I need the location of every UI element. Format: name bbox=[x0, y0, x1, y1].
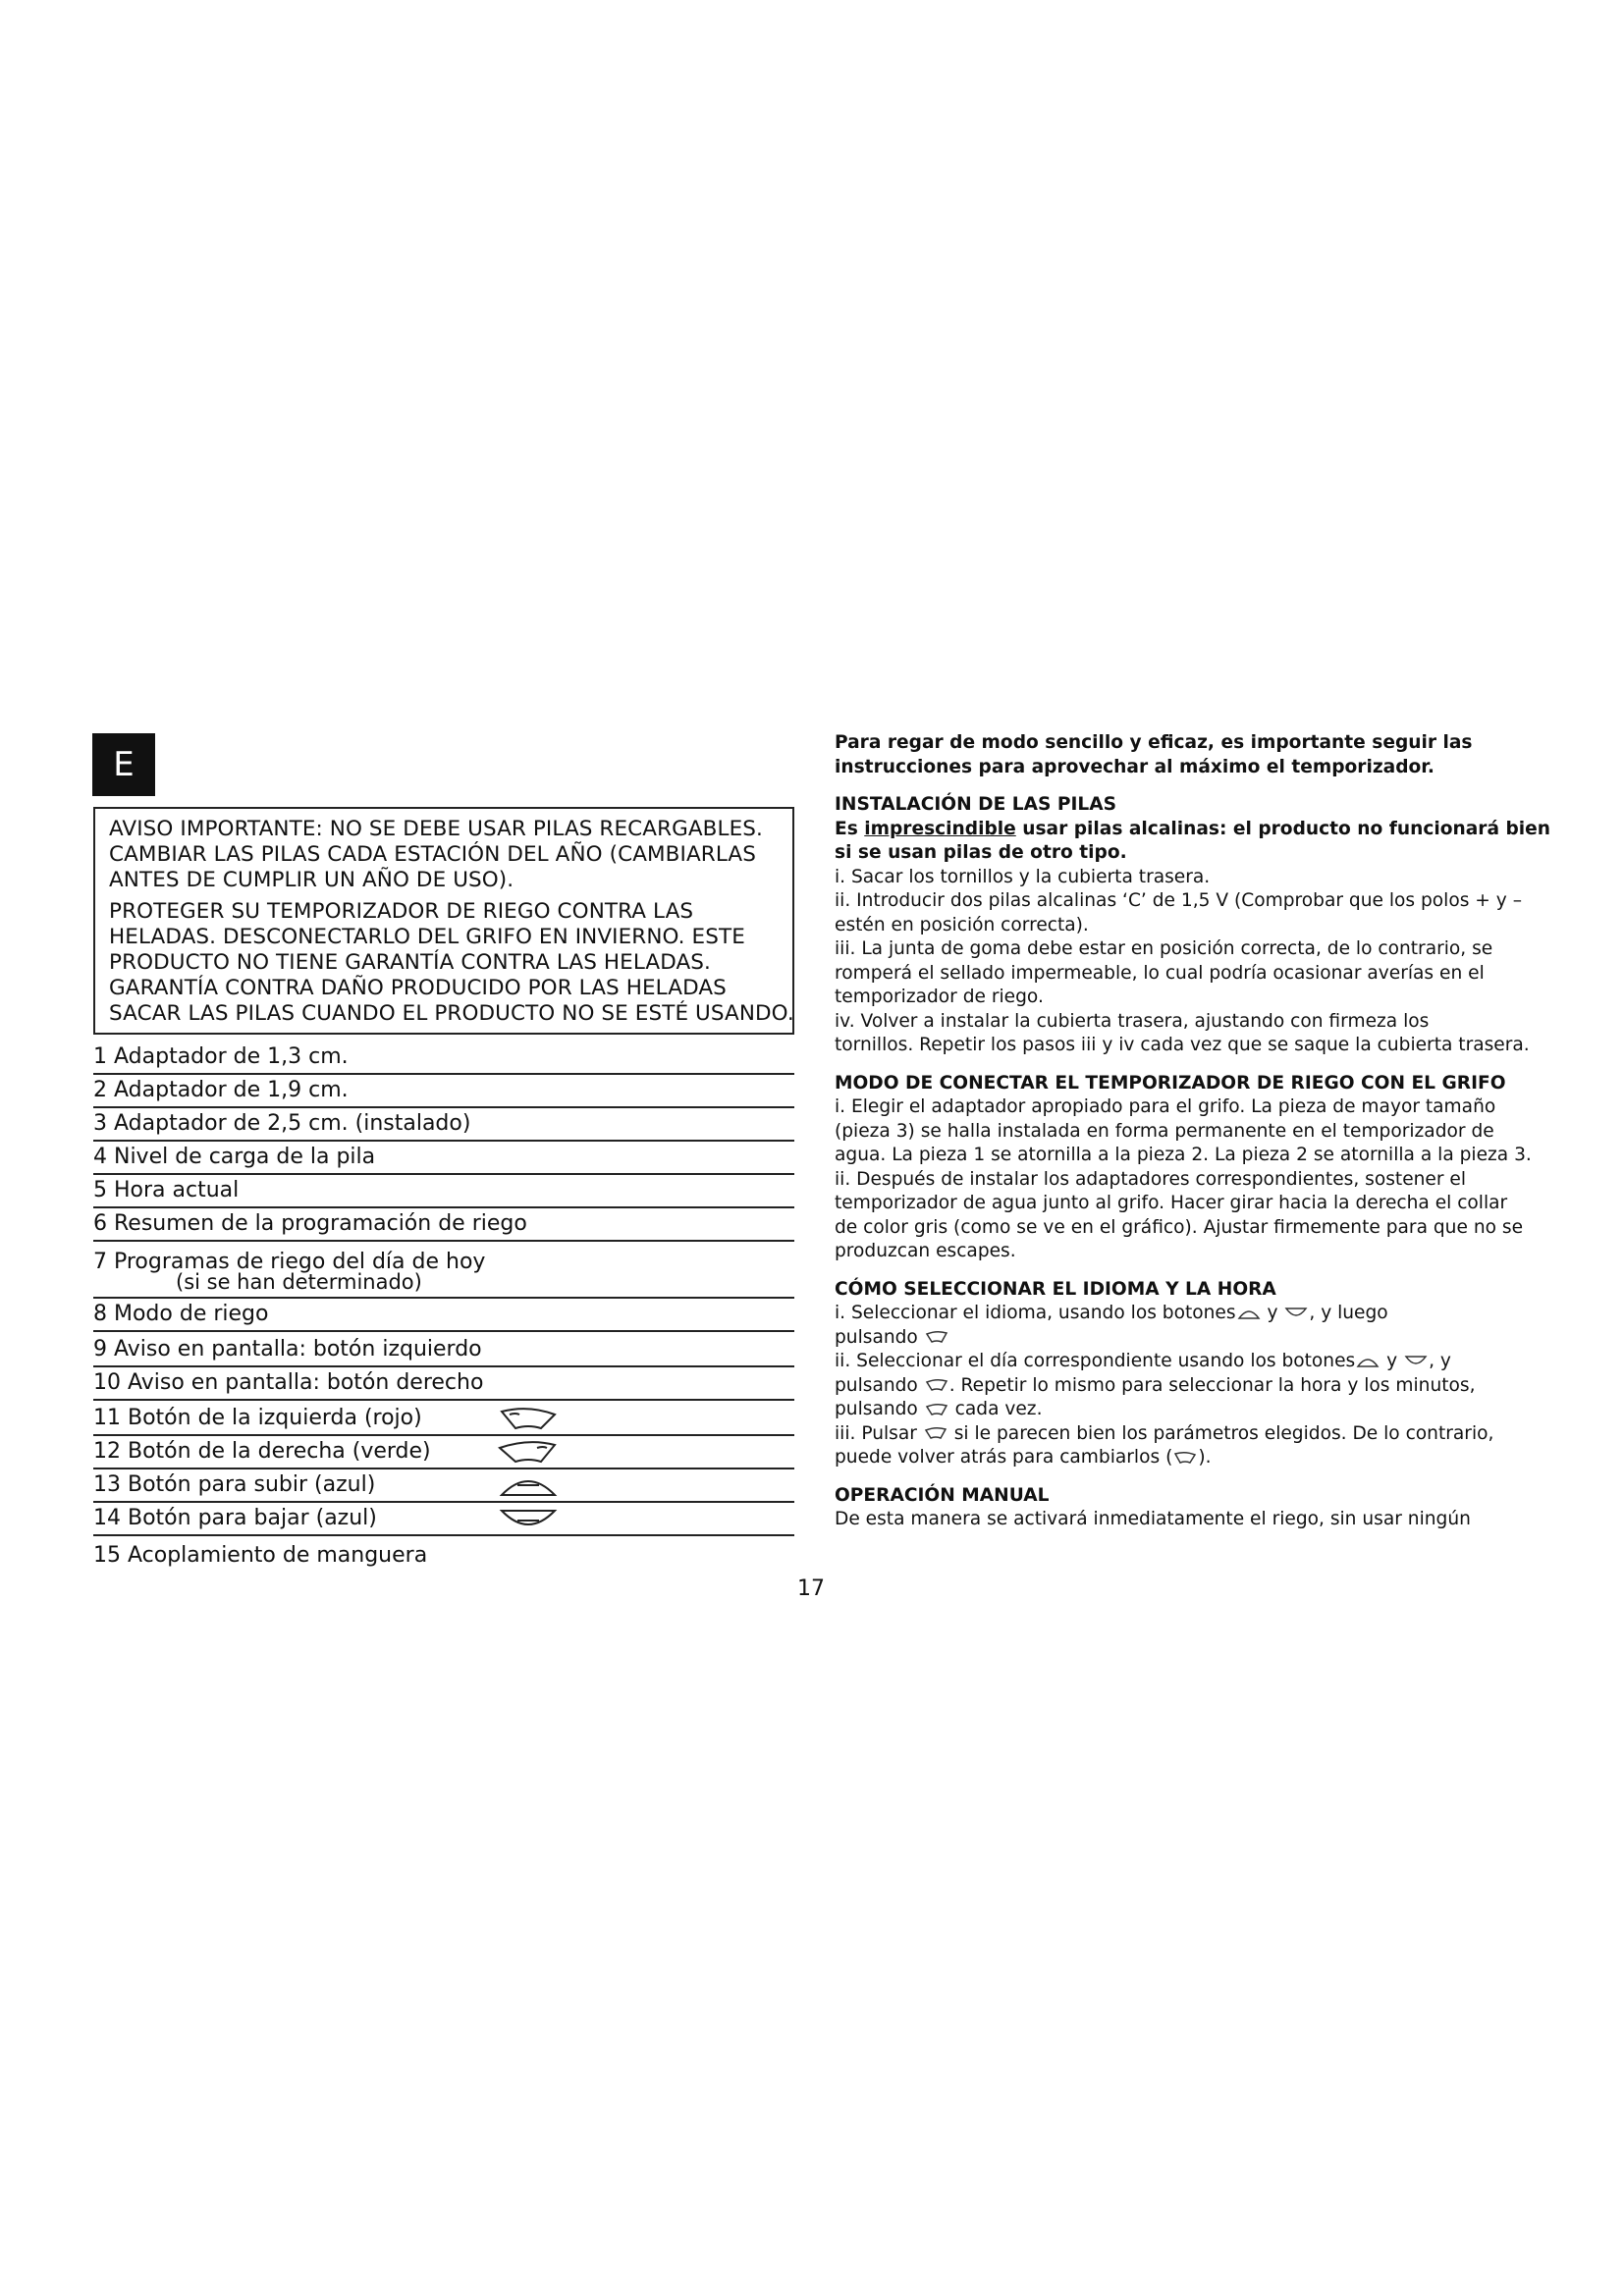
instructions-column bbox=[835, 731, 1561, 1532]
line-text: pulsando bbox=[835, 1374, 918, 1396]
connect-line: temporizador de agua junto al grifo. Hacer girar hacia la derecha el collar bbox=[835, 1193, 1508, 1213]
language-line bbox=[835, 1350, 1561, 1374]
batteries-line: ii. Introducir dos pilas alcalinas ‘C’ de 1,5 V (Comprobar que los polos + y – bbox=[835, 890, 1523, 911]
page-number: 17 bbox=[797, 1576, 825, 1601]
language-line bbox=[835, 1446, 1561, 1470]
language-badge: E bbox=[92, 733, 155, 796]
batteries-line: iii. La junta de goma debe estar en posición correcta, de lo contrario, se bbox=[835, 938, 1493, 959]
part-label: 15 Acoplamiento de manguera bbox=[93, 1543, 428, 1568]
batteries-lead bbox=[835, 818, 1561, 842]
warning-line: ANTES DE CUMPLIR UN AÑO DE USO). bbox=[109, 868, 514, 892]
section-heading-batteries: INSTALACIÓN DE LAS PILAS bbox=[835, 794, 1117, 815]
batteries-line: iv. Volver a instalar la cubierta trasera, ajustando con firmeza los bbox=[835, 1010, 1430, 1032]
part-row bbox=[93, 1536, 794, 1572]
left-button-icon bbox=[1172, 1451, 1198, 1465]
warning-line: AVISO IMPORTANTE: NO SE DEBE USAR PILAS RECARGABLES. bbox=[109, 817, 763, 841]
part-row bbox=[93, 1401, 794, 1436]
section-heading-manual: OPERACIÓN MANUAL bbox=[835, 1484, 1050, 1506]
language-line bbox=[835, 1398, 1561, 1422]
line-text: , y luego bbox=[1309, 1303, 1388, 1323]
line-text: si le parecen bien los parámetros elegidos. De lo contrario, bbox=[947, 1422, 1494, 1444]
part-row bbox=[93, 1367, 794, 1401]
warning-line: SACAR LAS PILAS CUANDO EL PRODUCTO NO SE ESTÉ USANDO. bbox=[109, 1001, 794, 1026]
line-text: y bbox=[1261, 1303, 1284, 1323]
connect-line: ii. Después de instalar los adaptadores correspondientes, sostener el bbox=[835, 1168, 1467, 1190]
line-text: puede volver atrás para cambiarlos ( bbox=[835, 1447, 1173, 1468]
warning-box bbox=[93, 807, 794, 1035]
up-button-icon bbox=[1236, 1307, 1262, 1320]
part-row bbox=[93, 1332, 794, 1367]
connect-line: de color gris (como se ve en el gráfico). Ajustar firmemente para que no se bbox=[835, 1216, 1524, 1238]
warning-line: CAMBIAR LAS PILAS CADA ESTACIÓN DEL AÑO (CAMBIARLAS bbox=[109, 842, 756, 867]
part-label: 4 Nivel de carga de la pila bbox=[93, 1145, 376, 1169]
line-text: cada vez. bbox=[948, 1399, 1043, 1419]
line-text: ii. Seleccionar el día correspondiente usando los botones bbox=[835, 1351, 1356, 1371]
up-button-icon bbox=[1355, 1355, 1380, 1368]
right-button-icon bbox=[923, 1426, 948, 1440]
part-label: 7 Programas de riego del día de hoy bbox=[93, 1250, 486, 1274]
up-button-icon bbox=[496, 1473, 561, 1499]
language-line bbox=[835, 1374, 1561, 1399]
part-label: 8 Modo de riego bbox=[93, 1302, 269, 1326]
part-row bbox=[93, 1208, 794, 1242]
part-row bbox=[93, 1436, 794, 1469]
part-row bbox=[93, 1469, 794, 1503]
connect-line: agua. La pieza 1 se atornilla a la pieza 2. La pieza 2 se atornilla a la pieza 3. bbox=[835, 1145, 1532, 1165]
part-row bbox=[93, 1175, 794, 1208]
batteries-line: i. Sacar los tornillos y la cubierta trasera. bbox=[835, 866, 1211, 887]
lead-emphasis: imprescindible bbox=[864, 818, 1016, 839]
line-text: y bbox=[1380, 1351, 1404, 1371]
line-text: iii. Pulsar bbox=[835, 1422, 917, 1444]
part-label: 13 Botón para subir (azul) bbox=[93, 1472, 376, 1497]
warning-line: PRODUCTO NO TIENE GARANTÍA CONTRA LAS HELADAS. bbox=[109, 950, 711, 975]
part-row bbox=[93, 1242, 794, 1299]
part-row bbox=[93, 1142, 794, 1175]
line-text: ). bbox=[1198, 1447, 1212, 1468]
part-label: 10 Aviso en pantalla: botón derecho bbox=[93, 1370, 484, 1395]
right-button-icon bbox=[924, 1378, 949, 1392]
lead-text: usar pilas alcalinas: el producto no funcionará bien bbox=[1015, 818, 1551, 839]
section-heading-language: CÓMO SELECCIONAR EL IDIOMA Y LA HORA bbox=[835, 1278, 1276, 1300]
right-button-icon bbox=[924, 1330, 949, 1344]
down-button-icon bbox=[1283, 1307, 1309, 1320]
section-heading-connect: MODO DE CONECTAR EL TEMPORIZADOR DE RIEGO CON EL GRIFO bbox=[835, 1072, 1506, 1094]
part-label: 9 Aviso en pantalla: botón izquierdo bbox=[93, 1337, 482, 1362]
part-label: 11 Botón de la izquierda (rojo) bbox=[93, 1406, 422, 1430]
language-line bbox=[835, 1422, 1561, 1447]
connect-line: i. Elegir el adaptador apropiado para el grifo. La pieza de mayor tamaño bbox=[835, 1096, 1496, 1117]
part-label: 14 Botón para bajar (azul) bbox=[93, 1506, 377, 1530]
line-text: . Repetir lo mismo para seleccionar la hora y los minutos, bbox=[948, 1374, 1476, 1396]
line-text: i. Seleccionar el idioma, usando los botones bbox=[835, 1303, 1236, 1323]
down-button-icon bbox=[1403, 1355, 1429, 1368]
part-label: 3 Adaptador de 2,5 cm. (instalado) bbox=[93, 1111, 471, 1136]
right-button-icon bbox=[924, 1403, 949, 1416]
batteries-line: tornillos. Repetir los pasos iii y iv cada vez que se saque la cubierta trasera. bbox=[835, 1035, 1530, 1055]
line-text: , y bbox=[1429, 1351, 1451, 1371]
part-label: 12 Botón de la derecha (verde) bbox=[93, 1439, 431, 1464]
warning-line: GARANTÍA CONTRA DAÑO PRODUCIDO POR LAS HELADAS bbox=[109, 976, 727, 1000]
connect-line: produzcan escapes. bbox=[835, 1241, 1016, 1261]
part-label: 6 Resumen de la programación de riego bbox=[93, 1211, 527, 1236]
warning-line: PROTEGER SU TEMPORIZADOR DE RIEGO CONTRA LAS bbox=[109, 899, 694, 924]
part-row bbox=[93, 1503, 794, 1536]
intro-line: instrucciones para aprovechar al máximo el temporizador. bbox=[835, 756, 1435, 777]
intro-line: Para regar de modo sencillo y eficaz, es importante seguir las bbox=[835, 732, 1473, 753]
lead-text: Es bbox=[835, 818, 865, 839]
left-button-icon bbox=[496, 1407, 561, 1432]
part-label: 2 Adaptador de 1,9 cm. bbox=[93, 1078, 349, 1102]
line-text: pulsando bbox=[835, 1326, 918, 1348]
part-row bbox=[93, 1108, 794, 1142]
part-row bbox=[93, 1299, 794, 1332]
part-row bbox=[93, 1042, 794, 1075]
manual-line: De esta manera se activará inmediatamente el riego, sin usar ningún bbox=[835, 1509, 1471, 1529]
part-label: 1 Adaptador de 1,3 cm. bbox=[93, 1044, 349, 1069]
part-row bbox=[93, 1075, 794, 1108]
part-label: 5 Hora actual bbox=[93, 1178, 240, 1202]
batteries-lead: si se usan pilas de otro tipo. bbox=[835, 842, 1127, 863]
part-sublabel: (si se han determinado) bbox=[176, 1270, 422, 1294]
connect-line: (pieza 3) se halla instalada en forma permanente en el temporizador de bbox=[835, 1120, 1494, 1142]
warning-line: HELADAS. DESCONECTARLO DEL GRIFO EN INVIERNO. ESTE bbox=[109, 925, 745, 949]
right-button-icon bbox=[496, 1440, 561, 1466]
down-button-icon bbox=[496, 1507, 561, 1532]
batteries-line: temporizador de riego. bbox=[835, 987, 1044, 1007]
line-text: pulsando bbox=[835, 1399, 918, 1419]
language-line bbox=[835, 1302, 1561, 1326]
batteries-line: estén en posición correcta). bbox=[835, 914, 1089, 935]
batteries-line: romperá el sellado impermeable, lo cual podría ocasionar averías en el bbox=[835, 962, 1485, 984]
language-line bbox=[835, 1326, 1561, 1351]
